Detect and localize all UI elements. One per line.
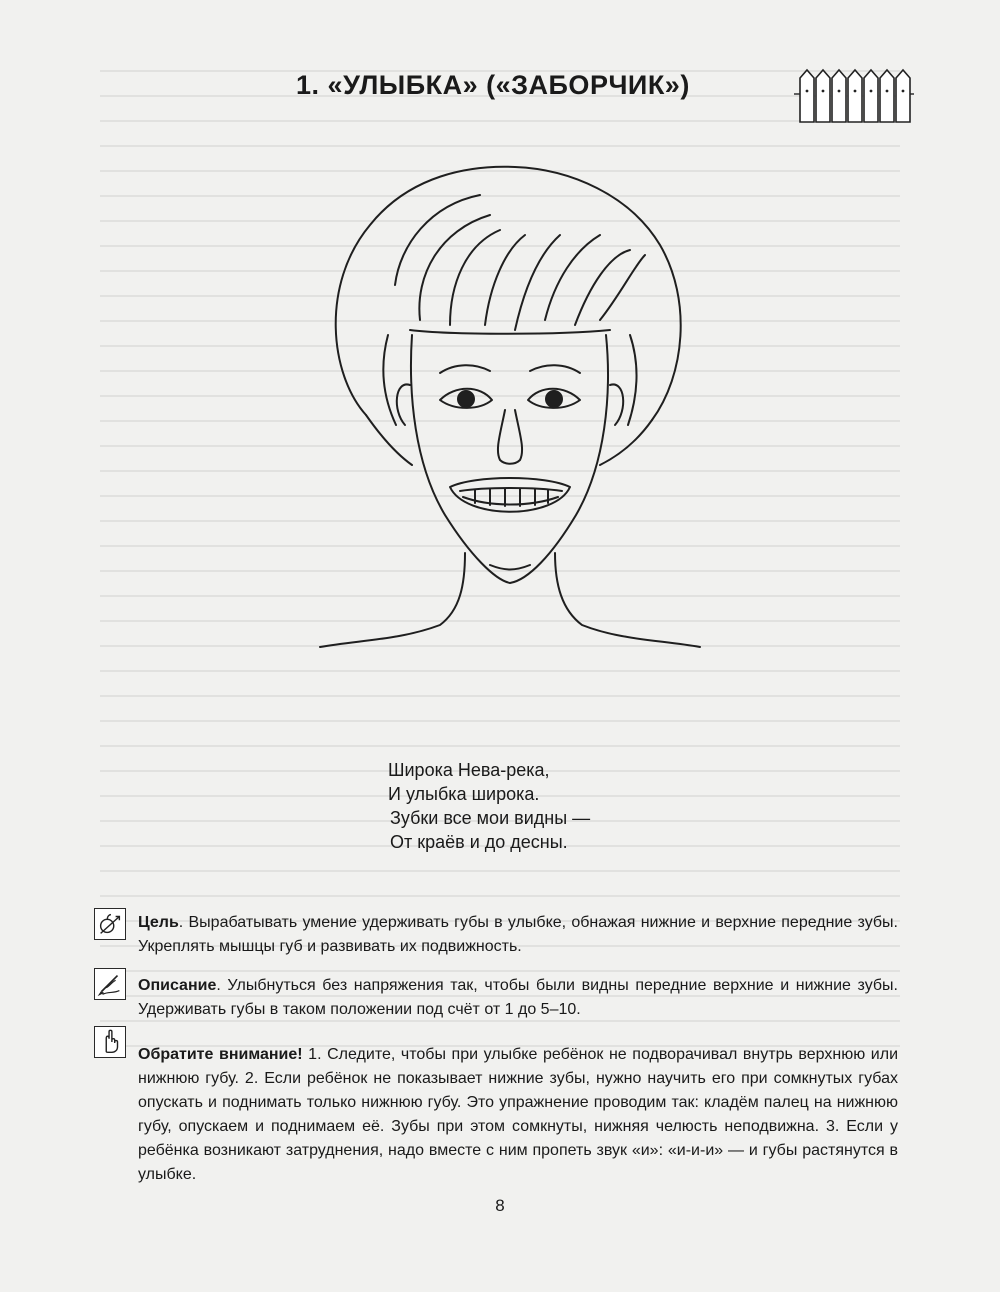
pointing-finger-icon xyxy=(94,1026,126,1058)
poem-line: От краёв и до десны. xyxy=(390,832,568,852)
fence-icon xyxy=(794,64,914,126)
exercise-name: «УЛЫБКА» («ЗАБОРЧИК») xyxy=(327,70,690,100)
goal-section xyxy=(138,911,898,959)
poem-line: Широка Нева-река, xyxy=(388,760,550,780)
goal-label: Цель xyxy=(138,914,179,931)
poem-line: Зубки все мои видны — xyxy=(390,808,591,828)
attention-section xyxy=(138,1043,898,1187)
description-label: Описание xyxy=(138,977,217,994)
page-number: 8 xyxy=(495,1196,505,1215)
exercise-number: 1. xyxy=(296,70,320,100)
goal-text: . Вырабатывать умение удерживать губы в улыбке, обнажая нижние и верхние передние зубы. Укреплять мышцы губ и развивать их подвижность. xyxy=(138,914,898,955)
attention-text: 1. Следите, чтобы при улыбке ребёнок не подворачивал внутрь верхнюю или нижнюю губу. 2. Если ребёнок не показывает нижние зубы, нужно научить его при сомкнутых губах опускать и поднимать только нижнюю губу. Это упражнение проводим так: кладём палец на нижнюю губу, опускаем и поднимаем её. Зубы при этом сомкнуты, нижняя челюсть неподвижна. 3. Если у ребёнка возникают затруднения, надо вместе с ним пропеть звук «и»: «и-и-и» — и губы растянутся в улыбке. xyxy=(138,1046,899,1183)
description-text: . Улыбнуться без напряжения так, чтобы были видны передние верхние и нижние зубы. Удерживать губы в таком положении под счёт от 1 до 5–10. xyxy=(138,977,898,1018)
pen-writing-icon xyxy=(94,968,126,1000)
poem-line: И улыбка широка. xyxy=(388,784,540,804)
poem xyxy=(388,758,590,854)
exercise-title xyxy=(296,70,690,101)
smiling-child-illustration xyxy=(300,135,720,655)
attention-label: Обратите внимание! xyxy=(138,1046,303,1063)
description-section xyxy=(138,974,898,1022)
target-apple-icon xyxy=(94,908,126,940)
